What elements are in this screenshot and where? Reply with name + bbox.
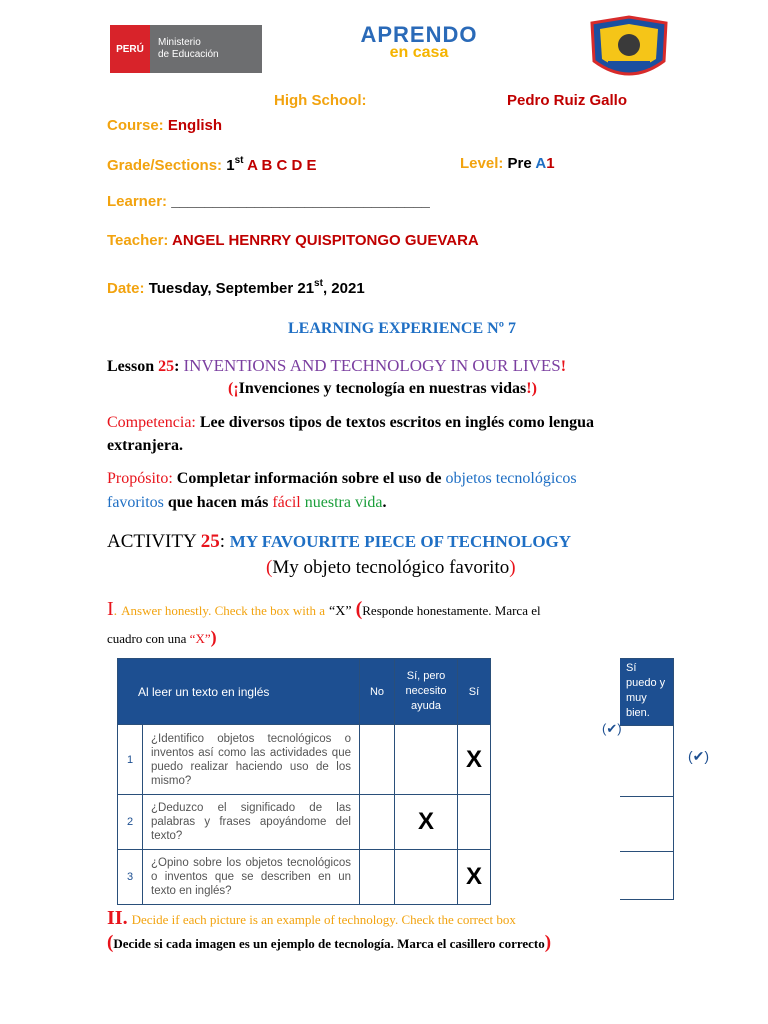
section-1-line-2 (107, 627, 217, 648)
cell-si-ayuda[interactable] (395, 795, 458, 850)
cell-no[interactable] (360, 795, 395, 850)
proposito-e: fácil (272, 494, 301, 511)
header-si: Sí (458, 659, 491, 725)
proposito-d: que hacen más (167, 494, 269, 511)
section-2-instruction: Decide if each picture is an example of technology. Check the correct box (131, 912, 516, 927)
learner-row (107, 193, 430, 210)
lesson-number: 25 (158, 358, 175, 375)
lesson-spanish-line (228, 380, 537, 398)
ministry-name (150, 25, 262, 73)
learner-label: Learner: (107, 193, 168, 210)
x-mark: X (417, 808, 434, 835)
section-1-paren-close: ) (210, 627, 217, 647)
activity-spanish-line (266, 557, 516, 579)
section-1-es-x: “X” (189, 631, 211, 646)
level-pre: Pre (507, 155, 532, 172)
date-value-a: Tuesday, September 21 (148, 280, 315, 297)
section-2-line-1 (107, 907, 516, 930)
aprendo-en-casa-logo (346, 22, 492, 70)
column-si-muy-bien (620, 658, 674, 900)
activity-es-open: ( (266, 557, 273, 578)
check-mark-icon: (✔) (602, 721, 622, 736)
lesson-line (107, 356, 566, 376)
date-value-b: , 2021 (322, 280, 365, 297)
competencia-text-2: extranjera. (107, 437, 183, 454)
table-row (118, 725, 491, 795)
cell-si-ayuda[interactable] (395, 850, 458, 905)
section-2-line-2 (107, 932, 551, 954)
row-question: ¿Deduzco el significado de las palabras y frases apoyándome del texto? (143, 795, 360, 850)
course-value: English (167, 117, 223, 134)
header-question: Al leer un texto en inglés (118, 659, 360, 725)
minedu-logo (110, 25, 262, 73)
section-1-paren: ( (355, 598, 363, 620)
grade-sections: A B C D E (247, 157, 317, 174)
aprendo-word: APRENDO (360, 22, 478, 47)
level-a: A (535, 155, 547, 172)
cell-si-muy-bien[interactable] (620, 796, 673, 851)
ministry-line-2: de Educación (158, 49, 219, 60)
section-1-es-1: Responde honestamente. Marca el (362, 603, 541, 618)
activity-title-line (107, 531, 571, 553)
proposito-b: objetos tecnológicos (445, 470, 577, 487)
lesson-es-open: (¡ (228, 380, 239, 397)
date-row (107, 278, 365, 297)
header-no: No (360, 659, 395, 725)
row-number: 3 (118, 850, 143, 905)
cell-no[interactable] (360, 725, 395, 795)
course-row (107, 117, 222, 134)
section-1-numeral: I (107, 598, 114, 620)
x-mark: X (465, 863, 482, 890)
high-school-row (274, 92, 367, 109)
cell-si-ayuda[interactable] (395, 725, 458, 795)
header-si-ayuda: Sí, pero necesito ayuda (395, 659, 458, 725)
proposito-label: Propósito: (107, 470, 173, 487)
row-question: ¿Identifico objetos tecnológicos o inventos así como las actividades que puedo realizar haciendo uso de los mismo? (143, 725, 360, 795)
x-mark: X (465, 745, 482, 773)
learning-experience-title: LEARNING EXPERIENCE Nº 7 (288, 320, 516, 337)
high-school-label: High School: (274, 92, 367, 109)
row-number: 2 (118, 795, 143, 850)
high-school-value: Pedro Ruiz Gallo (507, 92, 628, 109)
row-number: 1 (118, 725, 143, 795)
lesson-es-close: !) (526, 380, 537, 397)
activity-es-close: ) (509, 557, 516, 578)
cell-no[interactable] (360, 850, 395, 905)
competencia-text-1: Lee diversos tipos de textos escritos en inglés como lengua (199, 414, 595, 431)
lesson-es-text: Invenciones y tecnología en nuestras vidas (238, 380, 527, 397)
teacher-label: Teacher: (107, 232, 169, 249)
teacher-row (107, 232, 479, 249)
competencia-line-1 (107, 414, 594, 432)
table-row (118, 850, 491, 905)
en-casa-word: en casa (389, 44, 449, 61)
proposito-f: nuestra vida (304, 494, 383, 511)
proposito-line-2 (107, 494, 387, 512)
school-emblem-icon (586, 15, 672, 85)
cell-si-muy-bien[interactable] (620, 725, 673, 796)
lesson-word: Lesson (107, 358, 155, 375)
activity-title: MY FAVOURITE PIECE OF TECHNOLOGY (229, 532, 572, 551)
grade-label: Grade/Sections: (107, 157, 223, 174)
competencia-line-2 (107, 437, 183, 455)
proposito-line-1 (107, 470, 577, 488)
grade-row (107, 155, 317, 174)
section-2-dot: . (122, 907, 128, 929)
table-header-row (118, 659, 491, 725)
proposito-c: favoritos (107, 494, 164, 511)
lesson-title: INVENTIONS AND TECHNOLOGY IN OUR LIVES (183, 356, 561, 375)
section-1-x: “X” (329, 604, 352, 619)
activity-label: ACTIVITY (107, 531, 196, 552)
ministry-line-1: Ministerio (158, 37, 201, 48)
activity-colon: : (219, 531, 226, 552)
level-row (460, 155, 555, 172)
cell-si-muy-bien[interactable] (620, 851, 673, 904)
competencia-label: Competencia: (107, 414, 196, 431)
cell-si[interactable] (458, 850, 491, 905)
level-label: Level: (460, 155, 504, 172)
section-2-paren-close: ) (544, 932, 552, 953)
proposito-g: . (382, 494, 387, 511)
grade-sup: st (234, 155, 244, 166)
activity-number: 25 (200, 531, 220, 552)
lesson-bang: ! (560, 358, 567, 375)
self-assessment-table (117, 658, 491, 905)
section-2-numeral: II (107, 907, 123, 929)
lesson-colon: : (174, 358, 180, 375)
cell-si[interactable] (458, 725, 491, 795)
grade-number: 1 (226, 157, 235, 174)
section-1-es-2: cuadro con una (107, 631, 187, 646)
section-2-paren: ( (107, 932, 114, 953)
activity-es-text: My objeto tecnológico favorito (272, 557, 510, 578)
table-row (118, 795, 491, 850)
teacher-name: ANGEL HENRRY QUISPITONGO GUEVARA (172, 232, 479, 249)
check-mark-icon: (✔) (688, 748, 710, 764)
level-one: 1 (546, 155, 555, 172)
section-2-es: Decide si cada imagen es un ejemplo de tecnología. Marca el casillero correcto (113, 936, 545, 951)
cell-si[interactable] (458, 795, 491, 850)
section-1-line-1 (107, 598, 541, 621)
header-si-muy-bien: Sí puedo y muy bien. (620, 659, 673, 725)
section-1-instruction: Answer honestly. Check the box with a (121, 603, 326, 618)
learner-blank-line[interactable]: _______________________________ (171, 193, 430, 210)
row-question: ¿Opino sobre los objetos tecnológicos o inventos que se describen en un texto en inglés? (143, 850, 360, 905)
date-label: Date: (107, 280, 145, 297)
course-label: Course: (107, 117, 164, 134)
section-1-dot: . (113, 604, 118, 619)
proposito-a: Completar información sobre el uso de (176, 470, 442, 487)
peru-flag-block: PERÚ (110, 25, 150, 73)
date-sup: st (314, 278, 323, 289)
